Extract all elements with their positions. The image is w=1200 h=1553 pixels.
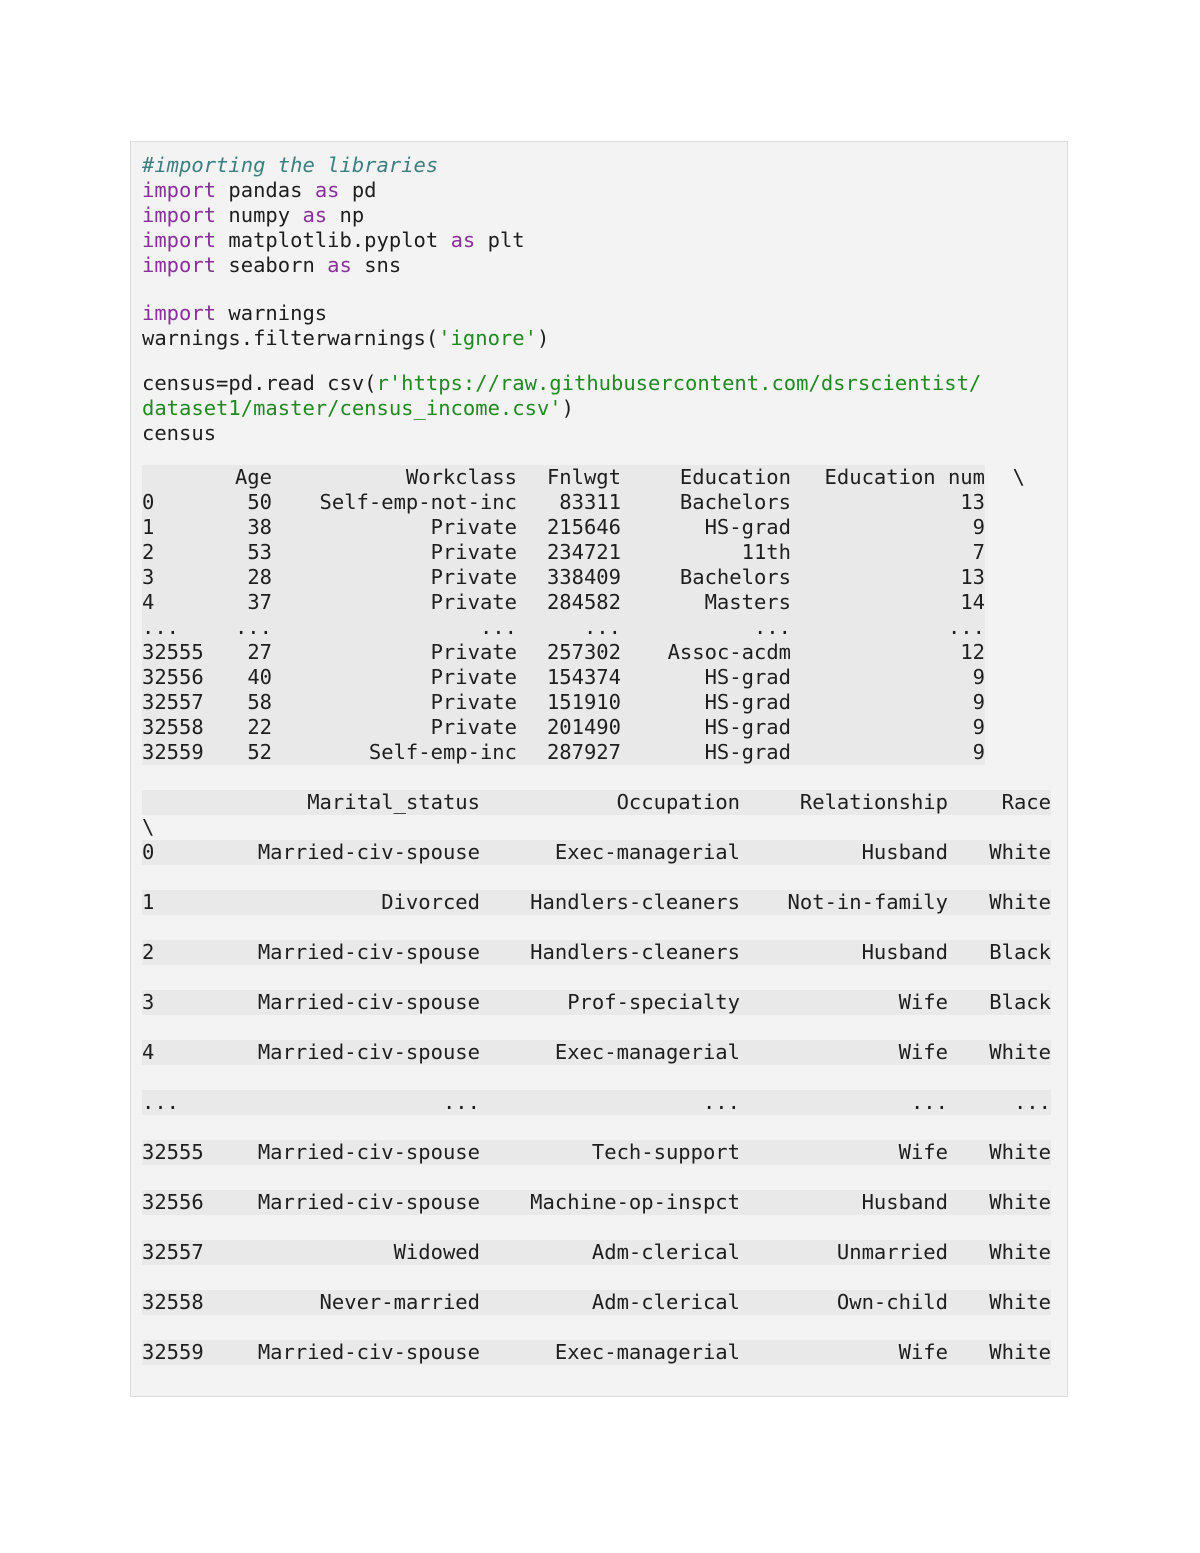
table-row xyxy=(142,940,1051,965)
table-cell: 58 xyxy=(234,690,272,715)
table-row xyxy=(142,740,1025,765)
table-cell: White xyxy=(948,1140,1051,1165)
code-line-import-pandas: import pandas as pd xyxy=(142,178,377,202)
table-cell: Wife xyxy=(740,1140,948,1165)
table-header-row xyxy=(142,465,1025,490)
table-cell: 201490 xyxy=(517,715,621,740)
table-cell: Private xyxy=(272,640,517,665)
table-cell: 151910 xyxy=(517,690,621,715)
row-index-cell: 0 xyxy=(142,840,234,865)
line-continuation: \ xyxy=(1012,465,1025,489)
table-cell: 154374 xyxy=(517,665,621,690)
spacer-cell xyxy=(480,1015,740,1040)
row-index-cell: 32559 xyxy=(142,740,234,765)
code-line-import-seaborn: import seaborn as sns xyxy=(142,253,402,277)
table-cell: 83311 xyxy=(517,490,621,515)
row-padding xyxy=(985,565,1025,590)
table-cell: Private xyxy=(272,690,517,715)
table-cell: Private xyxy=(272,515,517,540)
row-spacer xyxy=(142,1315,1051,1340)
spacer-cell xyxy=(740,1165,948,1190)
table-cell: ... xyxy=(272,615,517,640)
table-row xyxy=(142,590,1025,615)
table-cell: Masters xyxy=(621,590,791,615)
table-cell: 9 xyxy=(791,740,985,765)
table-cell: 12 xyxy=(791,640,985,665)
table-row xyxy=(142,665,1025,690)
spacer-cell xyxy=(142,965,234,990)
table-cell: Private xyxy=(272,540,517,565)
table-cell: 28 xyxy=(234,565,272,590)
table-cell: Wife xyxy=(740,1340,948,1365)
spacer-cell xyxy=(142,1065,234,1090)
spacer-cell xyxy=(948,965,1051,990)
table-cell: Married-civ-spouse xyxy=(234,940,480,965)
table-row xyxy=(142,1190,1051,1215)
table-cell: Married-civ-spouse xyxy=(234,1040,480,1065)
row-spacer xyxy=(142,915,1051,940)
row-spacer xyxy=(142,1165,1051,1190)
code-comment: #importing the libraries xyxy=(142,153,439,177)
table-cell: Exec-managerial xyxy=(480,1340,740,1365)
row-spacer xyxy=(142,1215,1051,1240)
table-row xyxy=(142,690,1025,715)
table-cell: Husband xyxy=(740,1190,948,1215)
spacer-cell xyxy=(142,1215,234,1240)
table-cell: 22 xyxy=(234,715,272,740)
row-padding xyxy=(985,740,1025,765)
column-header: Age xyxy=(234,465,272,489)
table-row xyxy=(142,515,1025,540)
table-cell: 27 xyxy=(234,640,272,665)
spacer-cell xyxy=(234,1265,480,1290)
table-cell: Husband xyxy=(740,940,948,965)
row-index-cell: 1 xyxy=(142,890,234,915)
table-cell: Handlers-cleaners xyxy=(480,890,740,915)
index-header xyxy=(142,790,234,815)
spacer-cell xyxy=(142,1015,234,1040)
code-line-read-csv-cont: dataset1/master/census_income.csv') xyxy=(142,396,574,420)
spacer-cell xyxy=(234,865,480,890)
table-cell: Self-emp-not-inc xyxy=(272,490,517,515)
column-header: Occupation xyxy=(480,790,740,815)
table-cell: Wife xyxy=(740,990,948,1015)
spacer-cell xyxy=(740,1115,948,1140)
spacer-cell xyxy=(142,1165,234,1190)
table-cell: White xyxy=(948,1340,1051,1365)
spacer-cell xyxy=(480,915,740,940)
row-padding xyxy=(985,665,1025,690)
table-cell: 9 xyxy=(791,515,985,540)
row-index-cell: 32556 xyxy=(142,665,234,690)
spacer-cell xyxy=(740,965,948,990)
table-row xyxy=(142,1290,1051,1315)
spacer-cell xyxy=(948,1115,1051,1140)
table-row xyxy=(142,565,1025,590)
table-cell: Private xyxy=(272,665,517,690)
table-row xyxy=(142,640,1025,665)
table-cell: Married-civ-spouse xyxy=(234,1140,480,1165)
table-row xyxy=(142,715,1025,740)
table-row xyxy=(142,990,1051,1015)
table-row xyxy=(142,1040,1051,1065)
table-cell: Private xyxy=(272,715,517,740)
table-cell: White xyxy=(948,1290,1051,1315)
row-index-cell: 32555 xyxy=(142,1140,234,1165)
table-cell: HS-grad xyxy=(621,665,791,690)
notebook-cell xyxy=(130,141,1068,1397)
row-index-cell: 32558 xyxy=(142,715,234,740)
table-cell: Married-civ-spouse xyxy=(234,1340,480,1365)
table-row xyxy=(142,840,1051,865)
table-cell: 9 xyxy=(791,665,985,690)
row-padding xyxy=(985,590,1025,615)
spacer-cell xyxy=(142,915,234,940)
row-index-cell: 4 xyxy=(142,590,234,615)
table-cell: 52 xyxy=(234,740,272,765)
table-cell: 40 xyxy=(234,665,272,690)
column-header: Fnlwgt xyxy=(517,465,621,490)
row-padding xyxy=(985,640,1025,665)
row-index-cell: 32557 xyxy=(142,1240,234,1265)
row-index-cell: 32557 xyxy=(142,690,234,715)
table-cell: Black xyxy=(948,990,1051,1015)
column-header: Workclass xyxy=(272,465,517,490)
table-cell: HS-grad xyxy=(621,740,791,765)
table-cell: ... xyxy=(621,615,791,640)
table-row xyxy=(142,890,1051,915)
spacer-cell xyxy=(948,1165,1051,1190)
spacer-cell xyxy=(740,1015,948,1040)
table-cell: HS-grad xyxy=(621,515,791,540)
table-cell: 50 xyxy=(234,490,272,515)
table-cell: ... xyxy=(234,1090,480,1115)
spacer-cell xyxy=(234,1115,480,1140)
table-cell: 14 xyxy=(791,590,985,615)
row-spacer xyxy=(142,1265,1051,1290)
spacer-cell xyxy=(142,1115,234,1140)
table-cell: Bachelors xyxy=(621,490,791,515)
table-cell: Not-in-family xyxy=(740,890,948,915)
row-padding xyxy=(985,715,1025,740)
row-index-cell: 32559 xyxy=(142,1340,234,1365)
spacer-cell xyxy=(480,1165,740,1190)
table-cell: Bachelors xyxy=(621,565,791,590)
row-index-cell: 2 xyxy=(142,540,234,565)
table-cell: Unmarried xyxy=(740,1240,948,1265)
table-cell: Private xyxy=(272,590,517,615)
row-index-cell: 32558 xyxy=(142,1290,234,1315)
table-cell: Machine-op-inspct xyxy=(480,1190,740,1215)
column-header: Marital_status xyxy=(234,790,480,815)
row-index-cell: 32555 xyxy=(142,640,234,665)
row-index-cell: 32556 xyxy=(142,1190,234,1215)
table-row xyxy=(142,1240,1051,1265)
row-spacer xyxy=(142,1115,1051,1140)
table-cell: Black xyxy=(948,940,1051,965)
table-cell: Exec-managerial xyxy=(480,1040,740,1065)
spacer-cell xyxy=(948,1315,1051,1340)
row-padding xyxy=(985,690,1025,715)
column-header: Race xyxy=(948,790,1051,815)
spacer-cell xyxy=(234,915,480,940)
table-cell: 234721 xyxy=(517,540,621,565)
table-row xyxy=(142,615,1025,640)
spacer-cell xyxy=(740,865,948,890)
table-cell: Married-civ-spouse xyxy=(234,1190,480,1215)
table-cell: 37 xyxy=(234,590,272,615)
column-header: Education xyxy=(621,465,791,490)
dataframe-output-part1 xyxy=(142,465,1025,765)
spacer-cell xyxy=(234,965,480,990)
code-line-read-csv: census=pd.read csv(r'https://raw.githubusercontent.com/dsrscientist/ xyxy=(142,371,982,395)
spacer-cell xyxy=(948,915,1051,940)
spacer-cell xyxy=(948,1065,1051,1090)
table-cell: White xyxy=(948,890,1051,915)
row-index-cell: 2 xyxy=(142,940,234,965)
table-row xyxy=(142,1340,1051,1365)
table-cell: ... xyxy=(791,615,985,640)
table-cell: ... xyxy=(740,1090,948,1115)
table-cell: Never-married xyxy=(234,1290,480,1315)
column-header: Education num xyxy=(791,465,985,490)
code-line-display: census xyxy=(142,421,217,445)
spacer-cell xyxy=(480,1115,740,1140)
spacer-cell xyxy=(142,1315,234,1340)
spacer-cell xyxy=(480,965,740,990)
row-index-cell: ... xyxy=(142,1090,234,1115)
table-cell: ... xyxy=(948,1090,1051,1115)
line-continuation: \ xyxy=(142,815,155,839)
code-line-import-matplotlib: import matplotlib.pyplot as plt xyxy=(142,228,525,252)
code-line-filterwarnings: warnings.filterwarnings('ignore') xyxy=(142,326,550,350)
spacer-cell xyxy=(948,1015,1051,1040)
table-cell: 53 xyxy=(234,540,272,565)
index-header xyxy=(142,465,234,490)
table-cell: Adm-clerical xyxy=(480,1240,740,1265)
table-cell: Private xyxy=(272,565,517,590)
line-continuation-row xyxy=(142,815,1051,840)
row-index-cell: 3 xyxy=(142,990,234,1015)
table-cell: Divorced xyxy=(234,890,480,915)
table-row xyxy=(142,1140,1051,1165)
table-cell: ... xyxy=(517,615,621,640)
table-cell: White xyxy=(948,840,1051,865)
table-cell: Own-child xyxy=(740,1290,948,1315)
table-cell: 287927 xyxy=(517,740,621,765)
spacer-cell xyxy=(234,1315,480,1340)
table-cell: 338409 xyxy=(517,565,621,590)
spacer-cell xyxy=(234,1165,480,1190)
code-line-import-warnings: import warnings xyxy=(142,301,328,325)
table-cell: Married-civ-spouse xyxy=(234,990,480,1015)
spacer-cell xyxy=(740,1315,948,1340)
spacer-cell xyxy=(740,915,948,940)
table-cell: 9 xyxy=(791,715,985,740)
table-cell: 215646 xyxy=(517,515,621,540)
row-spacer xyxy=(142,1015,1051,1040)
row-padding xyxy=(985,490,1025,515)
table-cell: Widowed xyxy=(234,1240,480,1265)
table-cell: 38 xyxy=(234,515,272,540)
spacer-cell xyxy=(948,1215,1051,1240)
table-cell: Wife xyxy=(740,1040,948,1065)
spacer-cell xyxy=(142,1265,234,1290)
row-index-cell: 0 xyxy=(142,490,234,515)
table-cell: 13 xyxy=(791,490,985,515)
spacer-cell xyxy=(480,1265,740,1290)
spacer-cell xyxy=(142,865,234,890)
table-cell: 257302 xyxy=(517,640,621,665)
column-header: Relationship xyxy=(740,790,948,815)
table-cell: White xyxy=(948,1040,1051,1065)
table-header-row xyxy=(142,790,1051,815)
row-spacer xyxy=(142,965,1051,990)
table-cell: White xyxy=(948,1240,1051,1265)
table-cell: ... xyxy=(480,1090,740,1115)
row-padding xyxy=(985,540,1025,565)
table-cell: Married-civ-spouse xyxy=(234,840,480,865)
table-cell: Adm-clerical xyxy=(480,1290,740,1315)
spacer-cell xyxy=(234,1215,480,1240)
spacer-cell xyxy=(948,865,1051,890)
row-spacer xyxy=(142,1065,1051,1090)
table-cell: 9 xyxy=(791,690,985,715)
table-cell: 284582 xyxy=(517,590,621,615)
table-row xyxy=(142,1090,1051,1115)
table-cell: Handlers-cleaners xyxy=(480,940,740,965)
row-padding xyxy=(985,515,1025,540)
table-cell: Prof-specialty xyxy=(480,990,740,1015)
spacer-cell xyxy=(234,1015,480,1040)
table-cell: 13 xyxy=(791,565,985,590)
table-cell: Assoc-acdm xyxy=(621,640,791,665)
spacer-cell xyxy=(480,1065,740,1090)
dataframe-output-part2 xyxy=(142,790,1051,1365)
table-cell: HS-grad xyxy=(621,690,791,715)
table-cell: 11th xyxy=(621,540,791,565)
row-padding xyxy=(985,615,1025,640)
spacer-cell xyxy=(234,1065,480,1090)
table-cell: 7 xyxy=(791,540,985,565)
code-line-import-numpy: import numpy as np xyxy=(142,203,365,227)
spacer-cell xyxy=(480,1215,740,1240)
spacer-cell xyxy=(480,1315,740,1340)
table-cell: White xyxy=(948,1190,1051,1215)
row-index-cell: 4 xyxy=(142,1040,234,1065)
row-index-cell: 3 xyxy=(142,565,234,590)
table-cell: Exec-managerial xyxy=(480,840,740,865)
row-index-cell: 1 xyxy=(142,515,234,540)
spacer-cell xyxy=(740,1065,948,1090)
table-cell: Tech-support xyxy=(480,1140,740,1165)
table-row xyxy=(142,540,1025,565)
spacer-cell xyxy=(480,865,740,890)
spacer-cell xyxy=(948,1265,1051,1290)
spacer-cell xyxy=(740,1215,948,1240)
row-index-cell: ... xyxy=(142,615,234,640)
table-cell: ... xyxy=(234,615,272,639)
table-row xyxy=(142,490,1025,515)
table-cell: HS-grad xyxy=(621,715,791,740)
table-cell: Self-emp-inc xyxy=(272,740,517,765)
spacer-cell xyxy=(740,1265,948,1290)
row-spacer xyxy=(142,865,1051,890)
table-cell: Husband xyxy=(740,840,948,865)
